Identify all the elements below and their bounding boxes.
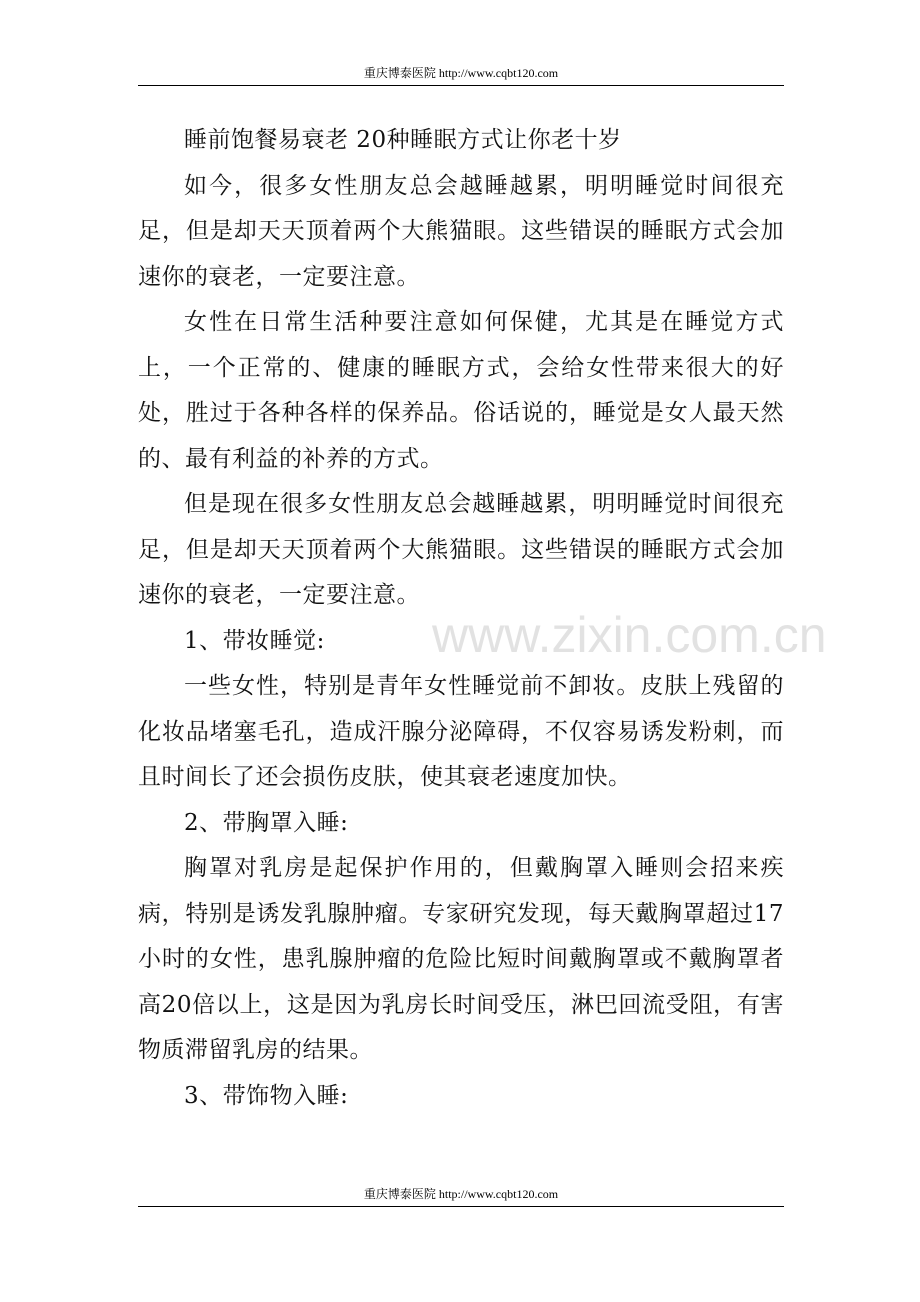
section-heading-2: 2、带胸罩入睡: [184,809,349,836]
article-title: 睡前饱餐易衰老 20种睡眠方式让你老十岁 [184,127,622,153]
footer-rule [138,1206,784,1207]
paragraph: 胸罩对乳房是起保护作用的，但戴胸罩入睡则会招来疾病，特别是诱发乳腺肿瘤。专家研究发现，每天戴胸罩超过17小时的女性，患乳腺肿瘤的危险比短时间戴胸罩或不戴胸罩者高20倍以上，这是因为乳房长时间受压，淋巴回流受阻，有害物质滞留乳房的结果。 [138,855,784,1063]
page-header: 重庆博泰医院 http://www.cqbt120.com [363,66,559,80]
paragraph: 如今，很多女性朋友总会越睡越累，明明睡觉时间很充足，但是却天天顶着两个大熊猫眼。这些错误的睡眠方式会加速你的衰老，一定要注意。 [138,172,784,290]
paragraph: 但是现在很多女性朋友总会越睡越累，明明睡觉时间很充足，但是却天天顶着两个大熊猫眼。这些错误的睡眠方式会加速你的衰老，一定要注意。 [138,491,784,608]
section-heading-3: 3、带饰物入睡: [184,1082,349,1109]
watermark: www.zixin.com.cn [432,607,827,663]
paragraph: 一些女性，特别是青年女性睡觉前不卸妆。皮肤上残留的化妆品堵塞毛孔，造成汗腺分泌障碍，不仅容易诱发粉刺，而且时间长了还会损伤皮肤，使其衰老速度加快。 [138,673,784,790]
section-heading-1: 1、带妆睡觉: [184,627,325,654]
article-body [138,118,784,1119]
page-footer: 重庆博泰医院 http://www.cqbt120.com [363,1187,559,1201]
paragraph: 女性在日常生活种要注意如何保健，尤其是在睡觉方式上，一个正常的、健康的睡眠方式，会给女性带来很大的好处，胜过于各种各样的保养品。俗话说的，睡觉是女人最天然的、最有利益的补养的方式。 [138,309,784,472]
header-rule [138,85,784,86]
